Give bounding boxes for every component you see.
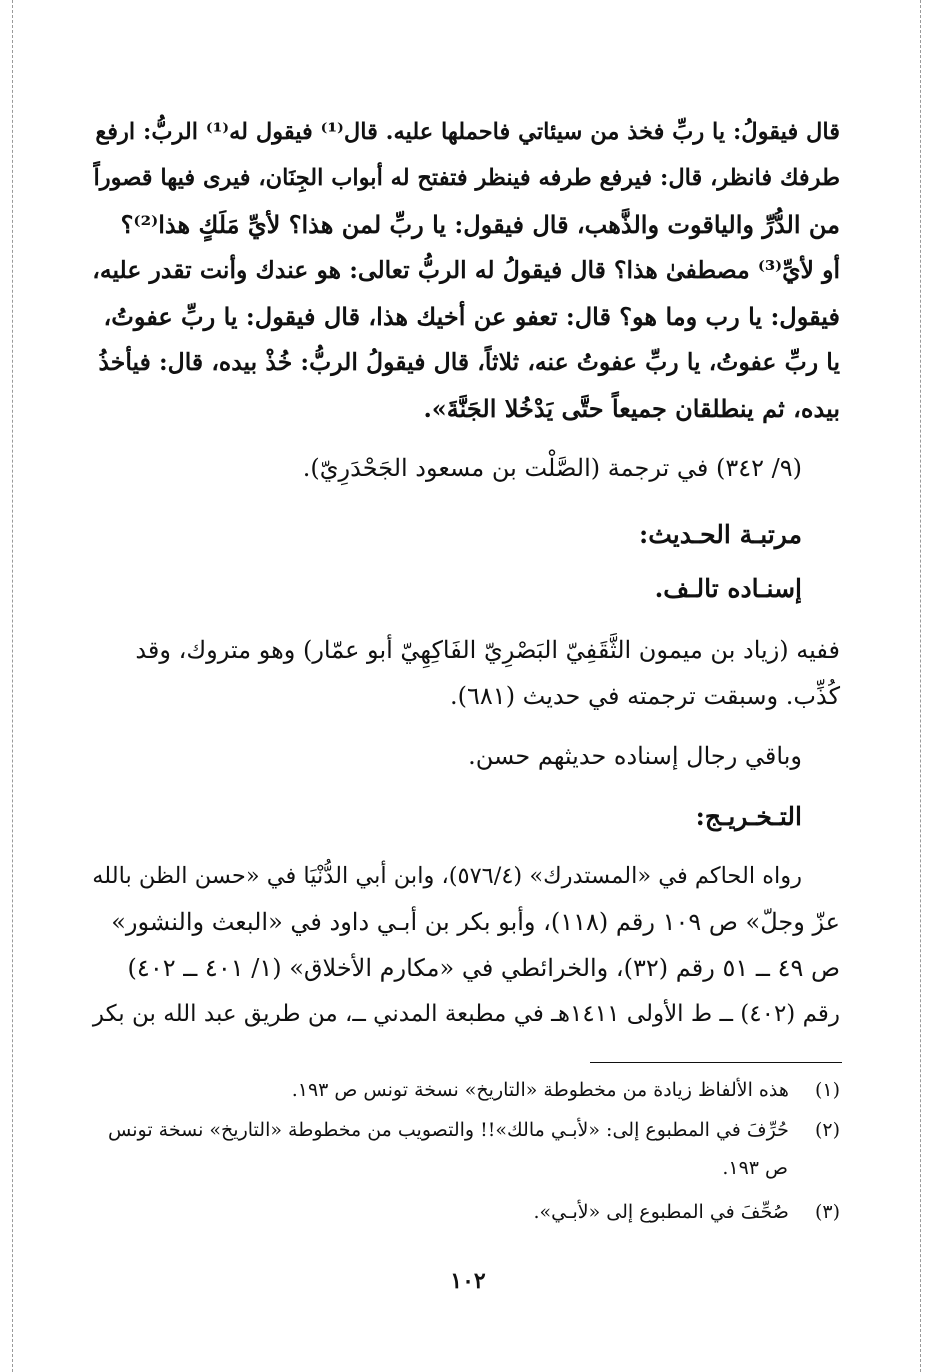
source-citation: (٩/ ٣٤٢) في ترجمة (الصَّلْت بن مسعود الجَحْدَرِيّ). xyxy=(302,454,802,482)
footnote-2-line-2: ص ١٩٣. xyxy=(722,1157,788,1179)
narrative-line-2: طرفك فانظر، قال: فيرفع طرفه فينظر فتفتح له أبواب الجِنَان، فيرى فيها قصوراً xyxy=(93,165,840,191)
takhrij-line-4: رقم (٤٠٢) ــ ط الأولى ١٤١١هـ في مطبعة المدني ــ، من طريق عبد الله بن بكر xyxy=(92,1001,840,1027)
footnote-text-3: صُحِّفَ في المطبوع إلى «لأبـي». xyxy=(533,1201,789,1223)
grade-heading: مرتبـة الحـديث: xyxy=(638,520,802,549)
footnote-text-2: حُرِّفَ في المطبوع إلى: «لأبـي مالك»!! والتصويب من مخطوطة «التاريخ» نسخة تونس xyxy=(108,1119,789,1141)
footnote-3 xyxy=(533,1196,840,1229)
scan-edge-right xyxy=(920,0,921,1372)
footnote-mark-3: (٣) xyxy=(814,1201,840,1223)
takhrij-line-2: عزّ وجلّ» ص ١٠٩ رقم (١١٨)، وأبو بكر بن أبـي داود في «البعث والنشور» xyxy=(111,908,840,936)
narrative-line-7: بيده، ثم ينطلقان جميعاً حتَّى يَدْخُلا الجَنَّةَ». xyxy=(423,394,840,423)
grade-verdict: إسنـاده تالـف. xyxy=(654,574,802,603)
footnote-2 xyxy=(108,1114,840,1147)
narrative-line-4: أو لأيِّ⁽³⁾ مصطفىٰ هذا؟ قال فيقولُ له الربُّ تعالى: هو عندك وأنت تقدر عليه، xyxy=(92,256,840,284)
scan-edge-left xyxy=(12,0,13,1372)
narrative-line-6: يا ربِّ عفوتُ، يا ربِّ عفوتُ عنه، ثلاثاً، قال فيقولُ الربُّ: خُذْ بيده، قال: فيأخذُ xyxy=(98,348,840,376)
footnote-mark-1: (١) xyxy=(814,1079,840,1101)
takhrij-line-1: رواه الحاكم في «المستدرك» (٥٧٦/٤)، وابن أبي الدُّنْيَا في «حسن الظن بالله xyxy=(92,863,802,889)
footnote-text-1: هذه الألفاظ زيادة من مخطوطة «التاريخ» نسخة تونس ص ١٩٣. xyxy=(291,1079,789,1101)
footnote-separator xyxy=(590,1062,842,1063)
page-number: ١٠٢ xyxy=(450,1268,486,1294)
grade-para-2: وباقي رجال إسناده حديثهم حسن. xyxy=(468,742,802,770)
takhrij-line-3: ص ٤٩ ــ ٥١ رقم (٣٢)، والخرائطي في «مكارم الأخلاق» (١/ ٤٠١ ــ ٤٠٢) xyxy=(127,954,840,982)
narrative-line-3: من الدُّرِّ والياقوت والذَّهب، قال فيقول: يا ربِّ لمن هذا؟ لأيِّ مَلَكٍ هذا⁽²⁾؟ xyxy=(120,210,840,239)
takhrij-heading: التـخـريـج: xyxy=(695,802,802,831)
grade-para-line-1: ففيه (زياد بن ميمون الثَّقَفِيّ البَصْرِيّ الفَاكِهِيّ أبو عمّار) وهو متروك، وقد xyxy=(135,636,840,664)
narrative-line-1: قال فيقولُ: يا ربِّ فخذ من سيئاتي فاحملها عليه. قال⁽¹⁾ فيقول له⁽¹⁾ الربُّ: ارفع xyxy=(95,119,840,145)
footnote-1 xyxy=(292,1074,840,1107)
narrative-line-5: فيقول: يا رب وما هو؟ قال: تعفو عن أخيك هذا، قال فيقول: يا ربِّ عفوتُ، xyxy=(103,302,840,331)
footnote-mark-2: (٢) xyxy=(814,1119,840,1141)
grade-para-line-2: كُذِّب. وسبقت ترجمته في حديث (٦٨١). xyxy=(450,682,840,710)
